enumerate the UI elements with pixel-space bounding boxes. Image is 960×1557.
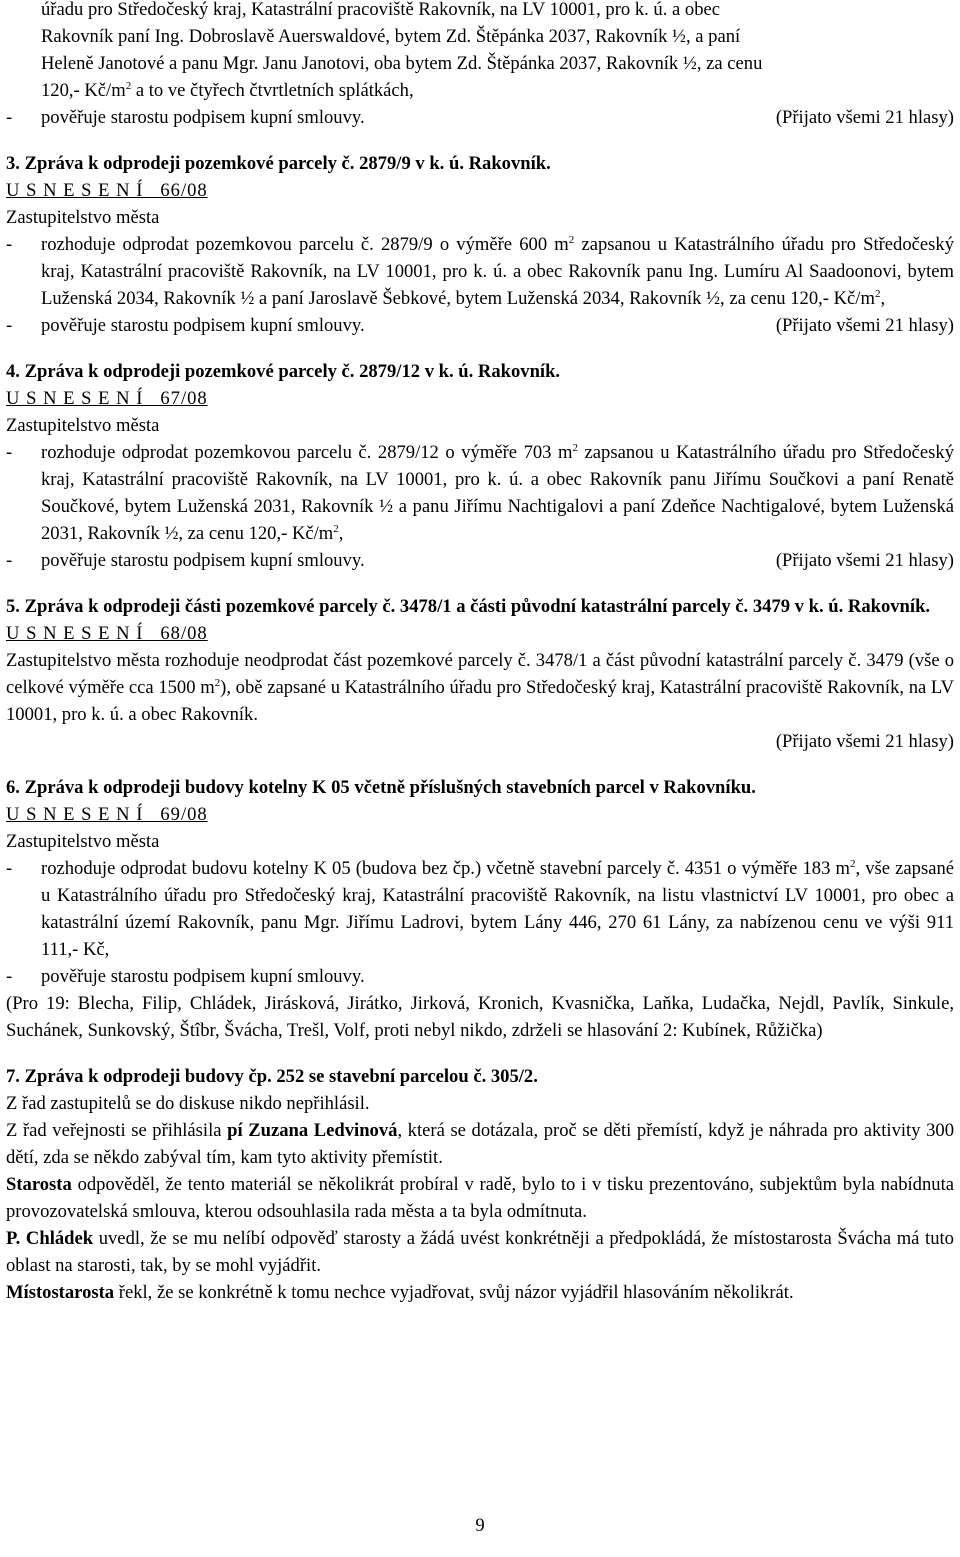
intro-line-1: úřadu pro Středočeský kraj, Katastrální pracoviště Rakovník, na LV 10001, pro k. ú. a obec xyxy=(41,0,721,20)
section-heading: 4. Zpráva k odprodeji pozemkové parcely č. 2879/12 v k. ú. Rakovník. xyxy=(6,361,561,382)
speaker-name: Starosta xyxy=(6,1174,72,1195)
section-4-authorization: - pověřuje starostu podpisem kupní smlouvy. (Přijato všemi 21 hlasy) xyxy=(6,547,954,574)
vote-result: (Přijato všemi 21 hlasy) xyxy=(775,107,954,128)
section-7 xyxy=(6,1063,954,1306)
section-3-authorization: - pověřuje starostu podpisem kupní smlouvy. (Přijato všemi 21 hlasy) xyxy=(6,312,954,339)
speaker-name: pí Zuzana Ledvinová xyxy=(227,1120,398,1141)
speaker-name: P. Chládek xyxy=(6,1228,94,1249)
section-heading: 6. Zpráva k odprodeji budovy kotelny K 05 včetně příslušných stavebních parcel v Rakovníku. xyxy=(6,777,756,798)
intro-line-3: Heleně Janotové a panu Mgr. Janu Janotovi, oba bytem Zd. Štěpánka 2037, Rakovník ½, za cenu xyxy=(41,53,763,74)
resolution-text: - rozhoduje odprodat budovu kotelny K 05 (budova bez čp.) včetně stavební parcely č. 4351 o výměře 183 $m^2$, vše zapsané u Katastrálního úřadu pro Středočeský kraj, Katastrální pracoviště Rakovník, na listu vlastnictví LV 10001, pro obec a katastrální území Rakovník, panu Mgr. Jiřímu Ladrovi, bytem Lány 446, 270 61 Lány, za nabízenou cenu ve výši 911 111,- Kč, xyxy=(6,858,954,960)
intro-line-2: Rakovník paní Ing. Dobroslavě Auerswaldové, bytem Zd. Štěpánka 2037, Rakovník ½, a paní xyxy=(41,26,741,47)
authorization-text: pověřuje starostu podpisem kupní smlouvy. xyxy=(41,315,365,336)
section-heading: 5. Zpráva k odprodeji části pozemkové parcely č. 3478/1 a části původní katastrální parcely č. 3479 v k. ú. Rakovník. xyxy=(6,596,931,617)
vote-breakdown: (Pro 19: Blecha, Filip, Chládek, Jirásková, Jirátko, Jirková, Kronich, Kvasnička, Laňka, Ludačka, Nejdl, Pavlík, Sinkule, Suchánek, Sunkovský, Štîbr, Švácha, Trešl, Volf, proti nebyl nikdo, zdrželi se hlasování 2: Kubínek, Růžička) xyxy=(6,993,954,1041)
discussion-paragraph: Místostarosta řekl, že se konkrétně k tomu nechce vyjadřovat, svůj názor vyjádřil hlasováním několikrát. xyxy=(6,1282,794,1303)
intro-block xyxy=(6,0,954,131)
section-6 xyxy=(6,774,954,1044)
section-heading: 7. Zpráva k odprodeji budovy čp. 252 se stavební parcelou č. 305/2. xyxy=(6,1066,538,1087)
vote-result: (Přijato všemi 21 hlasy) xyxy=(775,315,954,336)
vote-result: (Přijato všemi 21 hlasy) xyxy=(775,731,954,752)
section-heading: 3. Zpráva k odprodeji pozemkové parcely č. 2879/9 v k. ú. Rakovník. xyxy=(6,153,551,174)
speaker-name: Místostarosta xyxy=(6,1282,115,1303)
resolution-title: U S N E S E N Í 67/08 xyxy=(6,388,208,409)
authorization-text: pověřuje starostu podpisem kupní smlouvy. xyxy=(41,107,365,128)
section-3 xyxy=(6,150,954,339)
resolution-text: - rozhoduje odprodat pozemkovou parcelu č. 2879/12 o výměře 703 $m^2$ zapsanou u Katastrálního úřadu pro Středočeský kraj, Katastrální pracoviště Rakovník, na LV 10001, pro k. ú. a obec Rakovník panu Jiřímu Součkovi a paní Renatě Součkové, bytem Luženská 2031, Rakovník ½ a panu Jiřímu Nachtigalovi a paní Zdeňce Nachtigalové, bytem Luženská 2031, Rakovník ½, za cenu 120,- $Kč/m^2$, xyxy=(6,442,954,544)
resolution-title: U S N E S E N Í 69/08 xyxy=(6,804,208,825)
section-6-authorization: - pověřuje starostu podpisem kupní smlouvy. xyxy=(6,966,365,987)
resolution-title: U S N E S E N Í 68/08 xyxy=(6,623,208,644)
council-label: Zastupitelstvo města xyxy=(6,207,160,228)
discussion-paragraph: Starosta odpověděl, že tento materiál se několikrát probíral v radě, bylo to i v tisku prezentováno, subjektům byla nabídnuta provozovatelská smlouva, kterou odsouhlasila rada města a ta byla odmítnuta. xyxy=(6,1174,954,1222)
page-number: 9 xyxy=(475,1515,485,1536)
council-label: Zastupitelstvo města xyxy=(6,831,160,852)
authorization-text: pověřuje starostu podpisem kupní smlouvy. xyxy=(41,966,365,987)
section-4 xyxy=(6,358,954,574)
resolution-text: Zastupitelstvo města rozhoduje neodprodat část pozemkové parcely č. 3478/1 a část původní katastrální parcely č. 3479 (vše o celkové výměře cca 1500 $m^2$), obě zapsané u Katastrálního úřadu pro Středočeský kraj, Katastrální pracoviště Rakovník, na LV 10001, pro k. ú. a obec Rakovník. xyxy=(6,650,955,725)
discussion-paragraph: P. Chládek uvedl, že se mu nelíbí odpověď starosty a žádá uvést konkrétněji a předpokládá, že místostarosta Švácha má tuto oblast na starosti, tak, by se mohl vyjádřit. xyxy=(6,1228,954,1276)
page-body xyxy=(6,0,954,1306)
vote-result: (Přijato všemi 21 hlasy) xyxy=(775,550,954,571)
intro-authorization: - pověřuje starostu podpisem kupní smlouvy. (Přijato všemi 21 hlasy) xyxy=(6,104,954,131)
intro-line-4: 120,- $Kč/m^2$ a to ve čtyřech čtvrtletních splátkách, xyxy=(41,80,414,101)
resolution-title: U S N E S E N Í 66/08 xyxy=(6,180,208,201)
authorization-text: pověřuje starostu podpisem kupní smlouvy. xyxy=(41,550,365,571)
resolution-text: - rozhoduje odprodat pozemkovou parcelu č. 2879/9 o výměře 600 $m^2$ zapsanou u Katastrálního úřadu pro Středočeský kraj, Katastrální pracoviště Rakovník, na LV 10001, pro k. ú. a obec Rakovník panu Ing. Lumíru Al Saadoonovi, bytem Luženská 2034, Rakovník ½ a paní Jaroslavě Šebkové, bytem Luženská 2034, Rakovník ½, za cenu 120,- $Kč/m^2$, xyxy=(6,234,954,309)
discussion-paragraph: Z řad veřejnosti se přihlásila pí Zuzana Ledvinová, která se dotázala, proč se děti přemístí, když je náhrada pro aktivity 300 dětí, zda se někdo zabýval tím, kam tyto aktivity přemístit. xyxy=(6,1120,954,1168)
section-5 xyxy=(6,593,954,755)
council-label: Zastupitelstvo města xyxy=(6,415,160,436)
discussion-paragraph: Z řad zastupitelů se do diskuse nikdo nepřihlásil. xyxy=(6,1093,370,1114)
